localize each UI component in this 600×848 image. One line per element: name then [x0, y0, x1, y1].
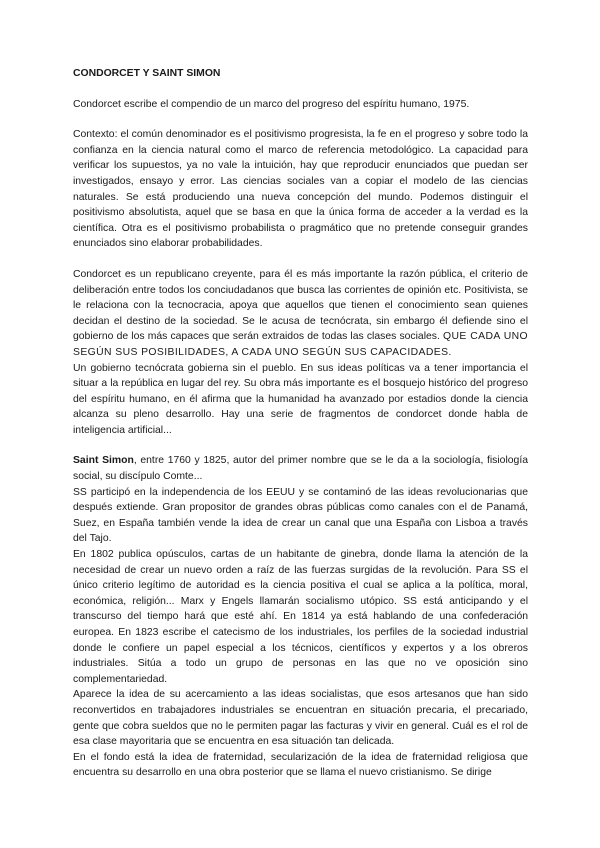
saint-simon-paragraph-2: SS participó en la independencia de los EEUU y se contaminó de las ideas revolucionarias que después extiende. Gran propositor de grandes obras públicas como canales con el de Panamá, Suez, en España también vende la idea de crear un canal que una España con Lisboa a través del Tajo.	[73, 486, 528, 545]
document-page	[73, 66, 528, 781]
saint-simon-name: Saint Simon	[73, 455, 134, 467]
saint-simon-intro-text: , entre 1760 y 1825, autor del primer nombre que se le da a la sociología, fisiología social, su discípulo Comte...	[73, 455, 528, 483]
saint-simon-paragraph-4: Aparece la idea de su acercamiento a las ideas socialistas, que esos artesanos que han sido reconvertidos en trabajadores industriales se encuentran en situación precaria, el precariado, gente que cobra sueldos que no le permiten pagar las facturas y vivir en general. Cuál es el rol de esa clase mayoritaria que se encuentra en esa situación tan delicada.	[73, 689, 528, 748]
saint-simon-paragraph-5: En el fondo está la idea de fraternidad, secularización de la idea de fraternidad religiosa que encuentra su desarrollo en una obra posterior que se llama el nuevo cristianismo. Se dirige	[73, 751, 528, 779]
document-title: CONDORCET Y SAINT SIMON	[73, 68, 221, 79]
condorcet-text: Condorcet es un republicano creyente, para él es más importante la razón pública, el criterio de deliberación entre todos los conciudadanos que busca las corrientes de opinión etc. Positivista, se le relaciona con la tecnocracia, apoya que aquellos que tienen el conocimiento sean quienes decidan el destino de la sociedad. Se le acusa de tecnócrata, sin embargo él defiende sino el gobierno de los más capaces que serán extraidos de todas las clases sociales.	[73, 268, 528, 343]
saint-simon-intro	[73, 453, 528, 484]
intro-paragraph: Condorcet escribe el compendio de un marco del progreso del espíritu humano, 1975.	[73, 98, 470, 110]
context-paragraph: Contexto: el común denominador es el positivismo progresista, la fe en el progreso y sobre todo la confianza en la ciencia natural como el marco de referencia metodológico. La capacidad para verificar los supuestos, ya no vale la intuición, hay que reproducir enunciados que puedan ser investigados, ensayo y error. Las ciencias sociales van a copiar el modelo de las ciencias naturales. Se está produciendo una nueva concepción del mundo. Podemos distinguir el positivismo absolutista, aquel que se basa en que la única forma de acceder a la verdad es la científica. Otra es el positivismo probabilista o pragmático que no pretende conseguir grandes enunciados sino elaborar probabilidades.	[73, 129, 528, 250]
condorcet-paragraph	[73, 267, 528, 361]
condorcet-motto: QUE CADA UNO SEGÚN SUS POSIBILIDADES, A CADA UNO SEGÚN SUS CAPACIDADES.	[73, 331, 528, 358]
saint-simon-paragraph-3: En 1802 publica opúsculos, cartas de un habitante de ginebra, donde llama la atención de la necesidad de crear un nuevo orden a raíz de las fuerzas surgidas de la revolución. Para SS el único criterio legítimo de autoridad es la ciencia positiva el cual se aplica a la política, moral, económica, religión... Marx y Engels llamarán socialismo utópico. SS está anticipando y el transcurso del tiempo hará que esté ahí. En 1814 ya está hablando de una confederación europea. En 1823 escribe el catecismo de los industriales, los perfiles de la sociedad industrial donde le confiere un papel especial a los técnicos, científicos y expertos y a los obreros industriales. Sitúa a todo un grupo de personas en las que no ve oposición sino complementariedad.	[73, 549, 528, 685]
condorcet-paragraph-2: Un gobierno tecnócrata gobierna sin el pueblo. En sus ideas políticas va a tener importancia el situar a la república en lugar del rey. Su obra más importante es el bosquejo histórico del progreso del espíritu humano, en él afirma que la humanidad ha avanzado por estadios donde la ciencia alcanza su pleno desarrollo. Hay una serie de fragmentos de condorcet donde habla de inteligencia artificial...	[73, 362, 528, 436]
